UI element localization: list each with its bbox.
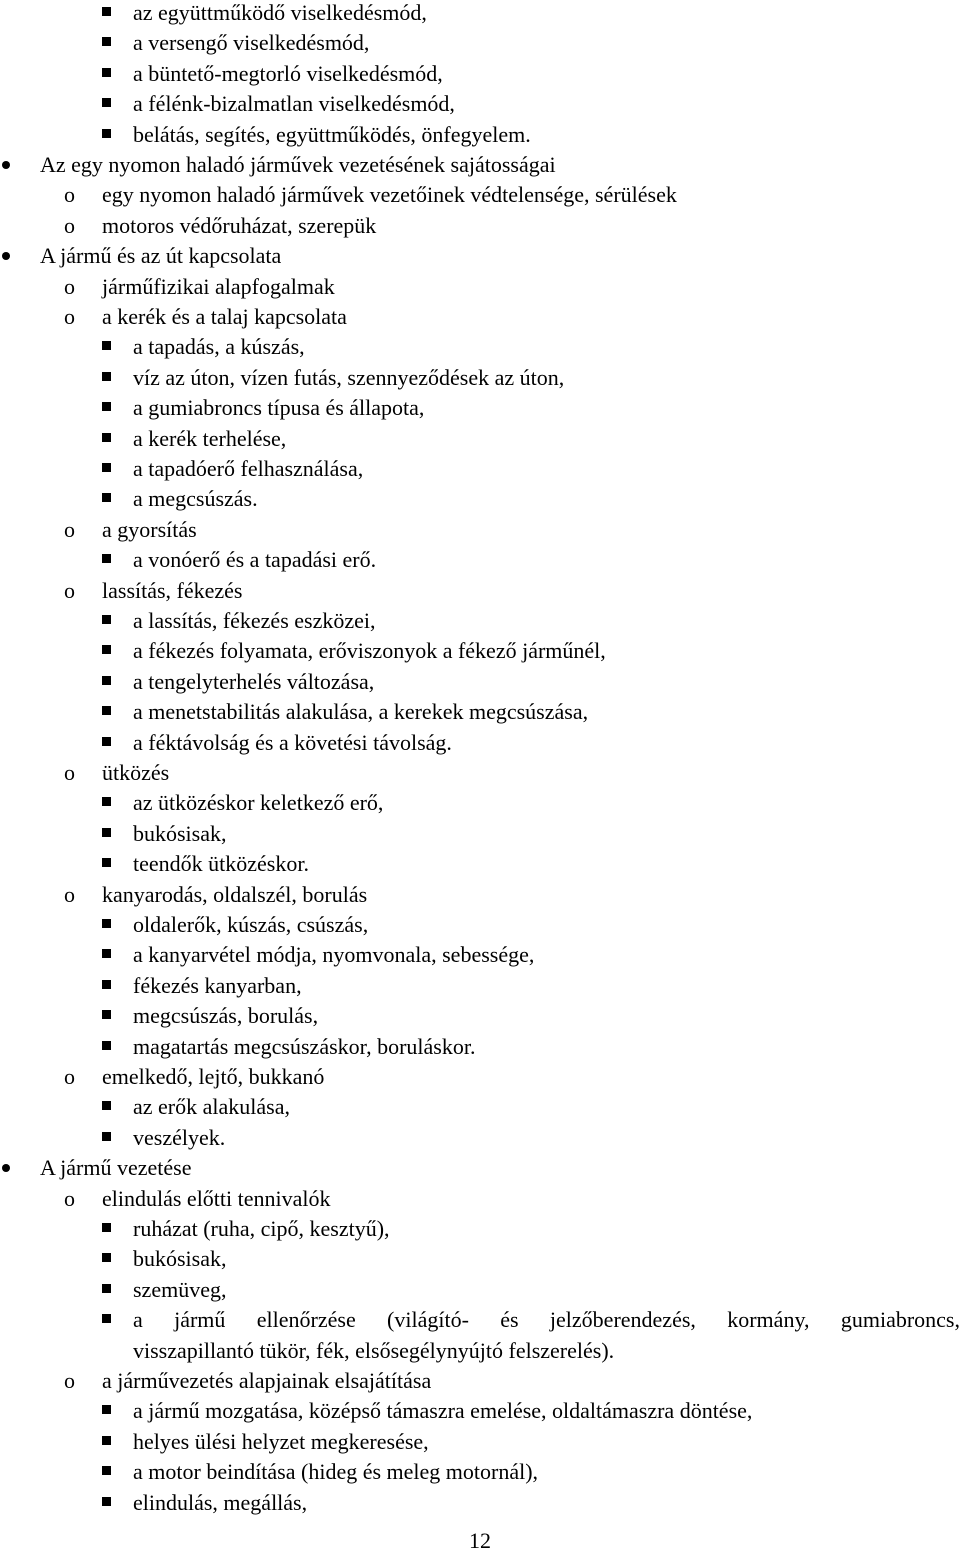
item-text: kanyarodás, oldalszél, borulás	[102, 881, 368, 907]
item-text: víz az úton, vízen futás, szennyeződések az úton,	[133, 364, 565, 390]
square-bullet-icon	[100, 636, 114, 666]
subsection-item	[0, 515, 960, 545]
square-bullet-icon	[100, 1032, 114, 1062]
square-bullet-icon	[100, 1427, 114, 1457]
square-bullet-icon	[100, 1123, 114, 1153]
bullet-item	[0, 910, 960, 940]
item-text: a tengelyterhelés változása,	[133, 668, 375, 694]
bullet-item	[0, 1396, 960, 1426]
square-bullet-icon	[100, 728, 114, 758]
bullet-item	[0, 1001, 960, 1031]
bullet-item	[0, 545, 960, 575]
square-bullet-icon	[100, 1457, 114, 1487]
circle-o-bullet-icon	[64, 180, 84, 210]
item-text: járműfizikai alapfogalmak	[102, 273, 335, 299]
section-heading	[0, 1153, 960, 1183]
square-bullet-icon	[100, 454, 114, 484]
item-text: a büntető-megtorló viselkedésmód,	[133, 60, 443, 86]
round-bullet-icon	[0, 150, 14, 180]
item-text: a menetstabilitás alakulása, a kerekek megcsúszása,	[133, 699, 589, 725]
item-text: a gyorsítás	[102, 516, 197, 542]
bullet-item	[0, 1214, 960, 1244]
item-text: bukósisak,	[133, 1246, 227, 1272]
item-text: emelkedő, lejtő, bukkanó	[102, 1064, 325, 1089]
item-text: a járművezetés alapjainak elsajátítása	[102, 1368, 432, 1393]
square-bullet-icon	[100, 1488, 114, 1518]
item-text: veszélyek.	[133, 1124, 226, 1150]
item-text: teendők ütközéskor.	[133, 851, 309, 877]
circle-o-bullet-icon	[64, 758, 84, 788]
square-bullet-icon	[100, 1214, 114, 1244]
item-text: megcsúszás, borulás,	[133, 1003, 319, 1029]
item-text: az erők alakulása,	[133, 1094, 290, 1120]
square-bullet-icon	[100, 788, 114, 818]
subsection-item	[0, 1184, 960, 1214]
item-text: a megcsúszás.	[133, 486, 258, 512]
item-text: a gumiabroncs típusa és állapota,	[133, 395, 425, 421]
square-bullet-icon	[100, 697, 114, 727]
bullet-item	[0, 28, 960, 58]
bullet-item	[0, 0, 960, 28]
circle-o-bullet-icon	[64, 302, 84, 332]
item-text: lassítás, fékezés	[102, 577, 243, 603]
bullet-item	[0, 1032, 960, 1062]
bullet-item	[0, 940, 960, 970]
square-bullet-icon	[100, 940, 114, 970]
circle-o-bullet-icon	[64, 1184, 84, 1214]
square-bullet-icon	[100, 1396, 114, 1426]
item-text: az együttműködő viselkedésmód,	[133, 0, 427, 25]
item-text: Az egy nyomon haladó járművek vezetésének sajátosságai	[40, 152, 556, 177]
page-number: 12	[469, 1528, 491, 1553]
subsection-item	[0, 1062, 960, 1092]
circle-o-bullet-icon	[64, 272, 84, 302]
item-text: a lassítás, fékezés eszközei,	[133, 608, 376, 633]
item-text: A jármű és az út kapcsolata	[40, 243, 282, 269]
bullet-item	[0, 454, 960, 484]
square-bullet-icon	[100, 363, 114, 393]
subsection-item	[0, 1366, 960, 1396]
round-bullet-icon	[0, 241, 14, 271]
square-bullet-icon	[100, 1275, 114, 1305]
subsection-item	[0, 180, 960, 210]
bullet-item	[0, 728, 960, 758]
bullet-item	[0, 1457, 960, 1487]
item-text: a motor beindítása (hideg és meleg motornál),	[133, 1459, 539, 1485]
bullet-item	[0, 393, 960, 423]
subsection-item	[0, 211, 960, 241]
bullet-item	[0, 1092, 960, 1122]
item-text: a féktávolság és a követési távolság.	[133, 729, 452, 755]
item-text: fékezés kanyarban,	[133, 972, 302, 998]
bullet-item	[0, 120, 960, 150]
circle-o-bullet-icon	[64, 1366, 84, 1396]
section-heading	[0, 241, 960, 271]
item-text: visszapillantó tükör, fék, elsősegélynyújtó felszerelés).	[133, 1337, 615, 1363]
bullet-item	[0, 788, 960, 818]
square-bullet-icon	[100, 667, 114, 697]
square-bullet-icon	[100, 120, 114, 150]
item-text: a félénk-bizalmatlan viselkedésmód,	[133, 91, 455, 117]
item-text: a kerék és a talaj kapcsolata	[102, 304, 347, 329]
item-text: elindulás, megállás,	[133, 1489, 308, 1515]
circle-o-bullet-icon	[64, 880, 84, 910]
bullet-item	[0, 424, 960, 454]
square-bullet-icon	[100, 1092, 114, 1122]
subsection-item	[0, 758, 960, 788]
item-text: oldalerők, kúszás, csúszás,	[133, 912, 369, 937]
circle-o-bullet-icon	[64, 576, 84, 606]
bullet-item	[0, 606, 960, 636]
square-bullet-icon	[100, 59, 114, 89]
square-bullet-icon	[100, 0, 114, 28]
item-text: a versengő viselkedésmód,	[133, 30, 370, 56]
bullet-item	[0, 1275, 960, 1305]
bullet-item	[0, 971, 960, 1001]
item-text: a tapadás, a kúszás,	[133, 334, 305, 360]
item-text: A jármű vezetése	[40, 1155, 192, 1181]
square-bullet-icon	[100, 393, 114, 423]
circle-o-bullet-icon	[64, 211, 84, 241]
bullet-item	[0, 1427, 960, 1457]
item-text: belátás, segítés, együttműködés, önfegyelem.	[133, 121, 531, 147]
item-text: a tapadóerő felhasználása,	[133, 456, 364, 481]
subsection-item	[0, 880, 960, 910]
bullet-item	[0, 849, 960, 879]
square-bullet-icon	[100, 1305, 114, 1335]
bullet-item	[0, 1305, 960, 1335]
section-heading	[0, 150, 960, 180]
item-text: a vonóerő és a tapadási erő.	[133, 547, 377, 573]
item-text: helyes ülési helyzet megkeresése,	[133, 1428, 429, 1454]
bullet-item	[0, 332, 960, 362]
bullet-item	[0, 59, 960, 89]
bullet-item	[0, 667, 960, 697]
square-bullet-icon	[100, 849, 114, 879]
subsection-item	[0, 576, 960, 606]
square-bullet-icon	[100, 971, 114, 1001]
subsection-item	[0, 302, 960, 332]
bullet-item	[0, 819, 960, 849]
item-text: a kanyarvétel módja, nyomvonala, sebessége,	[133, 942, 535, 968]
bullet-item	[0, 697, 960, 727]
bullet-item	[0, 89, 960, 119]
bullet-item	[0, 1123, 960, 1153]
bullet-item-continuation	[0, 1336, 960, 1366]
square-bullet-icon	[100, 28, 114, 58]
circle-o-bullet-icon	[64, 515, 84, 545]
item-text: motoros védőruházat, szerepük	[102, 212, 377, 238]
item-text: bukósisak,	[133, 820, 227, 846]
square-bullet-icon	[100, 910, 114, 940]
square-bullet-icon	[100, 1244, 114, 1274]
square-bullet-icon	[100, 819, 114, 849]
round-bullet-icon	[0, 1153, 14, 1183]
square-bullet-icon	[100, 89, 114, 119]
bullet-item	[0, 1244, 960, 1274]
item-text: szemüveg,	[133, 1276, 227, 1302]
item-text: a jármű ellenőrzése (világító- és jelzőberendezés, kormány, gumiabroncs,	[133, 1307, 960, 1333]
square-bullet-icon	[100, 424, 114, 454]
bullet-item	[0, 363, 960, 393]
square-bullet-icon	[100, 606, 114, 636]
item-text: ruházat (ruha, cipő, kesztyű),	[133, 1216, 390, 1241]
item-text: az ütközéskor keletkező erő,	[133, 790, 384, 816]
bullet-item	[0, 1488, 960, 1518]
square-bullet-icon	[100, 1001, 114, 1031]
square-bullet-icon	[100, 332, 114, 362]
item-text: a kerék terhelése,	[133, 425, 287, 451]
circle-o-bullet-icon	[64, 1062, 84, 1092]
item-text: a jármű mozgatása, középső támaszra emelése, oldaltámaszra döntése,	[133, 1398, 753, 1424]
item-text: egy nyomon haladó járművek vezetőinek védtelensége, sérülések	[102, 182, 677, 208]
item-text: elindulás előtti tennivalók	[102, 1185, 331, 1211]
item-text: a fékezés folyamata, erőviszonyok a fékező járműnél,	[133, 638, 606, 664]
bullet-item	[0, 636, 960, 666]
item-text: ütközés	[102, 760, 170, 785]
item-text: magatartás megcsúszáskor, boruláskor.	[133, 1033, 476, 1059]
square-bullet-icon	[100, 484, 114, 514]
subsection-item	[0, 272, 960, 302]
square-bullet-icon	[100, 545, 114, 575]
bullet-item	[0, 484, 960, 514]
